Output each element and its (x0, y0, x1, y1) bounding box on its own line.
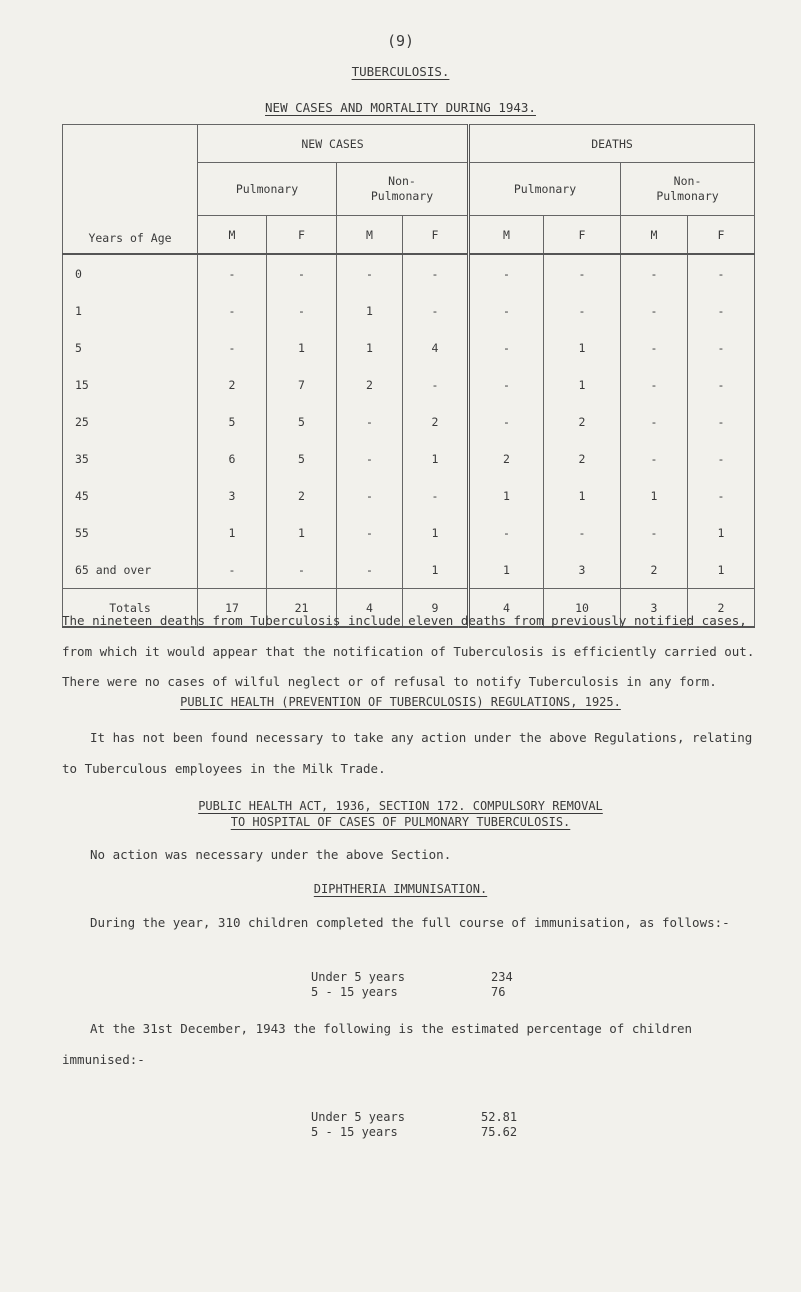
heading-section-172-line2: TO HOSPITAL OF CASES OF PULMONARY TUBERCULOSIS. (230, 815, 571, 829)
table-cell: - (403, 366, 469, 403)
table-cell: - (688, 292, 755, 329)
table-cell: - (621, 440, 688, 477)
table-cell: 5 (267, 403, 337, 440)
page-number: (9) (386, 32, 415, 50)
total-cell: 4 (337, 589, 403, 628)
col-f: F (267, 216, 337, 255)
deaths-header: DEATHS (469, 125, 755, 163)
table-cell: - (621, 329, 688, 366)
table-cell: 1 (403, 551, 469, 589)
immunised-value: 234 (491, 970, 513, 984)
list-item (311, 1110, 531, 1125)
table-cell: - (337, 551, 403, 589)
col-m: M (337, 216, 403, 255)
list-item (311, 985, 531, 1000)
table-cell: 2 (267, 477, 337, 514)
tuberculosis-table (62, 124, 755, 628)
table-row (63, 551, 755, 589)
table-cell: - (198, 329, 267, 366)
percentage-label: Under 5 years (311, 1110, 405, 1124)
total-cell: 3 (621, 589, 688, 628)
table-cell: - (469, 254, 544, 292)
list-item (311, 970, 531, 985)
heading-diphtheria: DIPHTHERIA IMMUNISATION. (313, 882, 488, 896)
page-title: TUBERCULOSIS. (351, 64, 450, 79)
table-cell: - (469, 329, 544, 366)
table-cell: 6 (198, 440, 267, 477)
table-cell: 1 (469, 477, 544, 514)
table-cell: - (267, 292, 337, 329)
col-f: F (544, 216, 621, 255)
table-cell: - (403, 477, 469, 514)
table-cell: - (469, 292, 544, 329)
age-cell: 1 (63, 292, 198, 329)
total-cell: 4 (469, 589, 544, 628)
table-cell: - (469, 366, 544, 403)
age-cell: 15 (63, 366, 198, 403)
table-cell: - (621, 366, 688, 403)
table-cell: 1 (544, 477, 621, 514)
table-cell: 2 (469, 440, 544, 477)
table-cell: - (544, 292, 621, 329)
col-m: M (198, 216, 267, 255)
deaths-pulmonary-header: Pulmonary (469, 163, 621, 216)
immunised-label: 5 - 15 years (311, 985, 398, 999)
total-cell: 9 (403, 589, 469, 628)
table-cell: - (688, 477, 755, 514)
table-cell: 2 (621, 551, 688, 589)
immunised-label: Under 5 years (311, 970, 405, 984)
table-cell: - (621, 403, 688, 440)
age-header: Years of Age (63, 125, 198, 255)
paragraph-regulations: It has not been found necessary to take any action under the above Regulations, relating to Tuberculous employees in the Milk Trade. (62, 730, 753, 776)
table-cell: 1 (544, 329, 621, 366)
table-cell: - (337, 254, 403, 292)
total-cell: 2 (688, 589, 755, 628)
total-cell: 21 (267, 589, 337, 628)
col-f: F (688, 216, 755, 255)
table-cell: 1 (544, 366, 621, 403)
totals-label: Totals (63, 589, 198, 628)
table-cell: - (688, 254, 755, 292)
list-item (311, 1125, 531, 1140)
percentage-value: 52.81 (481, 1110, 518, 1124)
table-cell: - (198, 551, 267, 589)
table-cell: - (688, 403, 755, 440)
table-cell: 1 (267, 514, 337, 551)
table-row (63, 514, 755, 551)
table-row (63, 403, 755, 440)
total-cell: 17 (198, 589, 267, 628)
table-cell: - (469, 403, 544, 440)
table-cell: - (688, 329, 755, 366)
table-cell: - (267, 551, 337, 589)
table-cell: - (337, 403, 403, 440)
table-cell: 1 (198, 514, 267, 551)
table-cell: - (621, 292, 688, 329)
deaths-non-pulmonary-line1: Non- (673, 174, 702, 188)
table-subtitle: NEW CASES AND MORTALITY DURING 1943. (265, 100, 536, 115)
percentage-value: 75.62 (481, 1125, 518, 1139)
age-cell: 55 (63, 514, 198, 551)
heading-section-172-line1: PUBLIC HEALTH ACT, 1936, SECTION 172. COMPULSORY REMOVAL (198, 799, 603, 813)
table-cell: - (469, 514, 544, 551)
table-cell: - (688, 366, 755, 403)
new-non-pulmonary-header (337, 163, 469, 216)
table-cell: - (337, 440, 403, 477)
table-cell: 3 (198, 477, 267, 514)
table-cell: 5 (267, 440, 337, 477)
percentage-list (311, 1110, 531, 1140)
table-cell: 2 (337, 366, 403, 403)
table-cell: 4 (403, 329, 469, 366)
table-cell: 1 (337, 329, 403, 366)
table-cell: - (403, 292, 469, 329)
table-cell: 1 (337, 292, 403, 329)
table-cell: 7 (267, 366, 337, 403)
table-cell: - (544, 514, 621, 551)
table-cell: - (688, 440, 755, 477)
table-cell: 2 (198, 366, 267, 403)
table-row (63, 477, 755, 514)
table-cell: 2 (544, 440, 621, 477)
table-cell: 1 (267, 329, 337, 366)
table-cell: 2 (544, 403, 621, 440)
table-cell: - (337, 477, 403, 514)
table-cell: - (621, 254, 688, 292)
age-cell: 65 and over (63, 551, 198, 589)
table-cell: 1 (469, 551, 544, 589)
paragraph-notification: The nineteen deaths from Tuberculosis include eleven deaths from previously notified cases, from which it would appear that the notification of Tuberculosis is efficiently carried out. There were no cases of wilful neglect or of refusal to notify Tuberculosis in any form. (62, 613, 755, 689)
deaths-non-pulmonary-header (621, 163, 755, 216)
col-f: F (403, 216, 469, 255)
col-m: M (621, 216, 688, 255)
table-row (63, 329, 755, 366)
table-row (63, 366, 755, 403)
age-cell: 35 (63, 440, 198, 477)
table-cell: - (267, 254, 337, 292)
paragraph-section-172: No action was necessary under the above Section. (90, 847, 452, 862)
table-cell: 1 (403, 440, 469, 477)
table-cell: - (403, 254, 469, 292)
immunised-list (311, 970, 531, 1000)
table-cell: 1 (688, 514, 755, 551)
total-cell: 10 (544, 589, 621, 628)
table-row (63, 292, 755, 329)
table-cell: - (337, 514, 403, 551)
table-cell: 1 (403, 514, 469, 551)
table-row (63, 254, 755, 292)
heading-regulations: PUBLIC HEALTH (PREVENTION OF TUBERCULOSIS) REGULATIONS, 1925. (180, 695, 621, 709)
age-cell: 25 (63, 403, 198, 440)
deaths-non-pulmonary-line2: Pulmonary (656, 189, 719, 203)
new-cases-header: NEW CASES (198, 125, 469, 163)
age-cell: 45 (63, 477, 198, 514)
table-cell: 2 (403, 403, 469, 440)
table-cell: 3 (544, 551, 621, 589)
table-cell: - (198, 292, 267, 329)
new-non-pulmonary-line2: Pulmonary (370, 189, 434, 203)
new-pulmonary-header: Pulmonary (198, 163, 337, 216)
col-m: M (469, 216, 544, 255)
age-cell: 5 (63, 329, 198, 366)
new-non-pulmonary-line1: Non- (388, 174, 416, 188)
table-cell: - (198, 254, 267, 292)
table-row (63, 440, 755, 477)
paragraph-percentage: At the 31st December, 1943 the following is the estimated percentage of children immunised:- (62, 1021, 693, 1067)
table-cell: 5 (198, 403, 267, 440)
table-cell: - (544, 254, 621, 292)
table-cell: 1 (621, 477, 688, 514)
percentage-label: 5 - 15 years (311, 1125, 398, 1139)
table-cell: 1 (688, 551, 755, 589)
paragraph-immunisation: During the year, 310 children completed the full course of immunisation, as follows:- (90, 915, 730, 930)
table-cell: - (621, 514, 688, 551)
age-cell: 0 (63, 254, 198, 292)
immunised-value: 76 (491, 985, 506, 999)
